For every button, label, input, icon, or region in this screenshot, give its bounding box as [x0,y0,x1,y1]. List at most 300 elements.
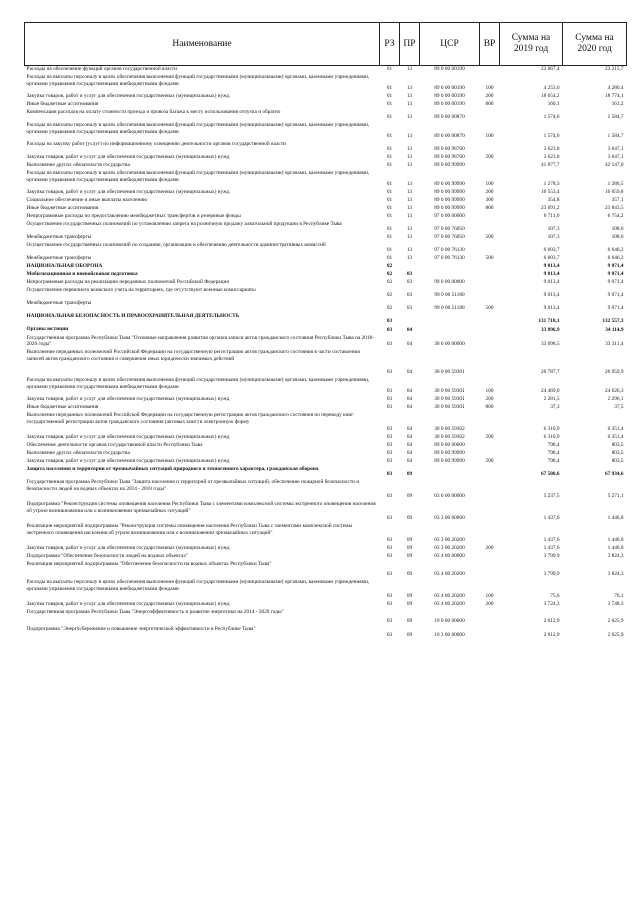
row-csr: 03 0 00 00000 [434,493,465,500]
row-sum-2019: 2 281,5 [543,396,560,403]
table-row [25,233,627,241]
table-row [25,442,627,450]
table-row [25,545,627,553]
table-row [25,601,627,609]
row-sum-2020: 803,5 [611,458,624,465]
row-rz: 03 [386,618,393,625]
row-sum-2020: 3 647,1 [607,146,624,153]
row-sum-2019: 75,6 [550,593,560,600]
row-vr: 200 [485,154,494,161]
row-vr: 200 [485,545,494,552]
row-name: Осуществление государственных полномочий по созданию, организации и обеспечению деятельности административных комиссий [26,242,326,249]
table-row [25,286,627,299]
row-vr: 200 [485,93,494,100]
header-name: Наименование [25,23,380,66]
row-csr: 30 0 00 59302 [434,434,465,441]
table-row [25,501,627,523]
row-csr: 30 0 00 59301 [434,404,465,411]
row-name: Государственная программа Республики Тыва "Защита населения и территорий от чрезвычайных ситуаций, обеспечение пожарной безопасности и безопасности людей на водных объектах на 2014 - 2018 годы" [26,479,360,492]
row-rz: 02 [386,305,393,312]
row-sum-2019: 41 877,7 [540,162,560,169]
table-row [25,212,627,220]
table-body [25,66,627,640]
row-sum-2019: 3 623,8 [543,146,560,153]
row-sum-2019: 798,4 [547,450,560,457]
row-vr [480,442,500,450]
row-vr [480,479,500,501]
row-sum-2019: 160,1 [547,101,560,108]
row-rz: 03 [386,396,393,403]
row-pr: 03 [406,305,413,312]
row-pr: 13 [406,133,413,140]
table-row [25,100,627,108]
row-sum-2019: 3 799,9 [543,571,560,578]
row-sum-2020: 18 774,1 [604,93,624,100]
row-sum-2020: 161,2 [611,101,624,108]
row-csr: 30 0 00 59301 [434,369,465,376]
row-csr: 99 0 00 00000 [434,279,465,286]
row-rz: 03 [386,493,393,500]
row-sum-2019: 798,4 [547,442,560,449]
row-vr [480,140,500,153]
row-pr: 13 [406,234,413,241]
row-pr: 04 [406,442,413,449]
row-pr: 09 [406,493,413,500]
row-rz: 01 [386,114,393,121]
row-pr: 13 [406,93,413,100]
table-row [25,396,627,404]
row-name: НАЦИОНАЛЬНАЯ ОБОРОНА [26,263,103,270]
row-rz: 01 [386,213,393,220]
row-vr: 200 [485,189,494,196]
row-pr [400,262,420,270]
table-row [25,377,627,396]
row-rz: 03 [386,553,393,560]
row-vr: 300 [485,197,494,204]
row-sum-2020: 2 296,1 [607,396,624,403]
row-name: Подпрограмма "Энергосбережение и повышение энергетической эффективности в Республике Тыва" [26,626,256,633]
row-sum-2020: 42 147,0 [604,162,624,169]
row-name: Расходы на выплаты персоналу в целях обеспечения выполнения функций государственными (муниципальными) органами, казенными учреждениями, органами управления государственными внебюджетными фондами [26,122,370,135]
row-vr [480,66,500,74]
row-csr: 97 0 00 00000 [434,213,465,220]
row-pr: 04 [406,450,413,457]
row-csr: 97 0 00 76050 [434,226,465,233]
row-rz: 01 [386,93,393,100]
row-sum-2020: 33 311,4 [605,341,624,348]
row-vr [480,325,500,334]
row-vr [480,561,500,579]
row-name: Мобилизационная и вневойсковая подготовка [26,271,138,278]
row-rz: 03 [386,341,393,348]
row-rz: 02 [386,263,393,270]
row-sum-2019: 24 469,0 [540,388,560,395]
budget-table [24,22,627,640]
row-sum-2020: 37,5 [614,404,624,411]
row-sum-2019: 1 437,6 [543,515,560,522]
row-csr [420,466,480,479]
row-name: Государственная программа Республики Тыва "Энергоэффективность и развитие энергетики на 2014 - 2020 годы" [26,609,284,616]
table-row [25,169,627,188]
row-vr [480,270,500,278]
row-sum-2019: 23 067,4 [540,66,560,73]
row-vr [480,161,500,169]
row-rz: 01 [386,205,393,212]
row-name: Подпрограмма "Обеспечение безопасности людей на водных объектах" [26,553,189,560]
row-csr: 89 0 00 00870 [434,133,465,140]
table-row [25,523,627,545]
table-row [25,270,627,278]
row-csr: 89 0 00 00190 [434,93,465,100]
row-csr: 89 0 00 99990 [434,197,465,204]
row-vr: 800 [485,101,494,108]
row-csr: 30 0 00 00000 [434,341,465,348]
row-pr: 09 [406,632,413,639]
row-rz: 01 [386,181,393,188]
row-name: Выполнение других обязательств государства [26,162,130,169]
row-rz: 01 [386,146,393,153]
row-sum-2020: 9 071,4 [607,292,624,299]
table-row [25,561,627,579]
row-rz: 01 [386,85,393,92]
row-csr: 89 0 00 00190 [434,66,465,73]
row-rz: 01 [386,133,393,140]
table-row [25,434,627,442]
row-sum-2020: 3 748,3 [607,601,624,608]
row-sum-2020: 34 114,9 [605,327,624,334]
table-row [25,458,627,466]
row-sum-2020: 1 446,8 [607,515,624,522]
row-vr: 100 [485,133,494,140]
row-vr [480,334,500,348]
table-header-row [25,23,627,66]
table-row [25,108,627,121]
row-sum-2020: 3 824,3 [607,553,624,560]
row-vr [480,349,500,377]
row-name: Непрограммные расходы на реализацию переданных полномочий Российской Федерации [26,279,230,286]
row-rz: 03 [386,404,393,411]
row-vr [480,262,500,270]
row-vr: 100 [485,388,494,395]
row-rz: 01 [386,154,393,161]
row-pr: 13 [406,226,413,233]
row-sum-2019: 1 278,3 [543,181,560,188]
row-sum-2019: 6 711,0 [543,213,560,220]
row-pr: 13 [406,154,413,161]
row-name: Закупка товаров, работ и услуг для обеспечения государственных (муниципальных) нужд [26,189,230,196]
row-sum-2019: 26 787,7 [540,369,560,376]
row-sum-2019: 18 654,2 [540,93,560,100]
table-row [25,66,627,74]
row-sum-2020: 6 646,2 [607,255,624,262]
row-csr: 89 0 00 00190 [434,101,465,108]
row-csr: 89 0 00 99990 [434,458,465,465]
row-vr [480,609,500,626]
row-name: Расходы на обеспечение функций органов государственной власти [26,66,177,73]
row-pr: 13 [406,101,413,108]
row-pr: 03 [406,292,413,299]
row-name: Непрограммные расходы по предоставлению межбюджетных трансфертов и резервные фонды [26,213,241,220]
row-pr: 13 [406,205,413,212]
row-csr: 03 4 00 20200 [434,571,465,578]
row-rz: 01 [386,189,393,196]
table-row [25,626,627,640]
table-row [25,188,627,196]
table-row [25,412,627,434]
row-rz: 03 [386,632,393,639]
row-vr [480,553,500,561]
row-csr: 03 3 00 20200 [434,545,465,552]
table-row [25,121,627,140]
row-sum-2020: 132 557,3 [602,318,624,325]
row-vr [480,241,500,254]
row-sum-2020: 1 584,7 [607,133,624,140]
row-csr: 03 3 00 20200 [434,537,465,544]
row-name: Расходы на выплаты персоналу в целях обеспечения выполнения функций государственными (муниципальными) органами, казенными учреждениями, органами управления государственными внебюджетными фондами [26,170,370,183]
table-row [25,220,627,233]
row-csr [420,270,480,278]
row-rz: 01 [386,101,393,108]
row-vr [480,286,500,299]
row-pr: 09 [406,593,413,600]
row-sum-2019: 1 437,6 [543,545,560,552]
row-csr: 89 0 00 00190 [434,85,465,92]
row-sum-2019: 6 310,9 [543,434,560,441]
row-csr: 99 0 00 51180 [434,292,465,299]
row-csr: 89 0 00 98700 [434,154,465,161]
row-name: Социальное обеспечение и иные выплаты населению [26,197,148,204]
row-csr: 89 0 00 99990 [434,205,465,212]
row-sum-2020: 2 025,9 [607,618,624,625]
row-sum-2020: 1 286,5 [607,181,624,188]
row-rz: 01 [386,162,393,169]
row-rz: 01 [386,197,393,204]
row-name: Закупка товаров, работ и услуг для обеспечения государственных (муниципальных) нужд [26,93,230,100]
header-sum-2020: Сумма на 2020 год [563,23,627,66]
row-csr: 89 0 00 99990 [434,189,465,196]
row-sum-2020: 108,0 [611,226,624,233]
row-rz: 03 [386,545,393,552]
row-sum-2019: 107,3 [547,226,560,233]
row-vr: 800 [485,205,494,212]
row-csr: 89 0 00 99990 [434,162,465,169]
row-pr: 04 [406,388,413,395]
row-name: Закупка товаров, работ и услуг для обеспечения государственных (муниципальных) нужд [26,458,230,465]
row-sum-2020: 9 071,4 [607,263,624,270]
row-vr [480,108,500,121]
row-csr: 89 0 00 00870 [434,114,465,121]
row-sum-2019: 3 623,8 [543,154,560,161]
row-pr: 04 [406,396,413,403]
row-rz: 01 [386,247,393,254]
row-pr: 04 [406,369,413,376]
row-csr [420,312,480,325]
table-row [25,140,627,153]
header-vr: ВР [480,23,500,66]
table-row [25,196,627,204]
row-pr: 04 [406,341,413,348]
row-name: Расходы на закупку работ (услуг) по информационному освещению деятельности органов государственной власти [26,141,286,148]
row-name: Иные бюджетные ассигнования [26,101,99,108]
row-pr: 04 [406,426,413,433]
row-name: Закупка товаров, работ и услуг для обеспечения государственных (муниципальных) нужд [26,545,230,552]
row-sum-2020: 67 934,6 [604,471,624,478]
row-csr: 89 0 00 00000 [434,442,465,449]
row-rz: 03 [386,434,393,441]
row-pr: 09 [406,553,413,560]
row-rz: 02 [386,271,393,278]
row-vr [480,220,500,233]
row-vr: 500 [485,234,494,241]
row-pr: 13 [406,66,413,73]
row-rz: 03 [386,442,393,449]
row-sum-2019: 6 603,7 [543,255,560,262]
row-sum-2019: 354,8 [547,197,560,204]
row-rz: 03 [386,450,393,457]
row-name: Защита населения и территории от чрезвычайных ситуаций природного и техногенного характера, гражданская оборона [26,466,319,473]
row-csr: 03 4 00 20200 [434,593,465,600]
table-row [25,204,627,212]
row-name: Закупка товаров, работ и услуг для обеспечения государственных (муниципальных) нужд [26,601,230,608]
row-pr: 09 [406,515,413,522]
row-rz: 03 [386,388,393,395]
row-vr: 200 [485,601,494,608]
row-vr: 200 [485,458,494,465]
table-row [25,92,627,100]
row-name: Межбюджетные трансферты [26,234,92,241]
row-sum-2020: 6 351,4 [607,426,624,433]
table-row [25,334,627,348]
row-sum-2019: 23 691,2 [540,205,560,212]
row-rz: 03 [386,471,393,478]
row-pr: 09 [406,618,413,625]
table-row [25,241,627,254]
table-row [25,325,627,334]
table-row [25,553,627,561]
row-rz: 03 [386,571,393,578]
row-sum-2020: 23 843,5 [604,205,624,212]
row-sum-2020: 6 351,4 [607,434,624,441]
row-sum-2019: 1 437,6 [543,537,560,544]
row-name: Расходы на выплаты персоналу в целях обеспечения выполнения функций государственными (муниципальными) органами, казенными учреждениями, органами управления государственными внебюджетными фондами [26,74,370,87]
row-sum-2019: 67 500,6 [540,471,560,478]
row-sum-2020: 2 025,9 [607,632,624,639]
row-rz: 03 [386,327,393,334]
row-rz: 01 [386,255,393,262]
row-name: Межбюджетные трансферты [26,300,92,307]
row-pr: 09 [406,601,413,608]
row-rz: 03 [386,458,393,465]
row-sum-2020: 803,5 [611,442,624,449]
row-name: Государственная программа Республики Тыва "Основные направления развития органов записи актов гражданского состояния Республики Тыва на 2018-2020 годы" [26,335,374,348]
row-name: Выполнение переданных полномочий Российской Федерации на государственную регистрацию актов гражданского состояния по переводу книг государственной регистрации актов гражданского состояния (актовых книг) в электронную форму [26,412,354,425]
row-vr [480,412,500,434]
row-name: НАЦИОНАЛЬНАЯ БЕЗОПАСНОСТЬ И ПРАВООХРАНИТЕЛЬНАЯ ДЕЯТЕЛЬНОСТЬ [26,313,240,320]
row-sum-2019: 33 098,5 [540,341,560,348]
row-sum-2019: 798,4 [547,458,560,465]
row-name: Обеспечение деятельности органов государственной власти Республики Тыва [26,442,203,449]
row-pr: 13 [406,85,413,92]
row-csr [420,262,480,270]
header-pr: ПР [400,23,420,66]
row-sum-2020: 4 280,4 [607,85,624,92]
row-name: Компенсация расходов на оплату стоимости проезда и провоза багажа к месту использования отпуска и обратно [26,109,281,116]
row-sum-2019: 3 724,3 [543,601,560,608]
table-row [25,479,627,501]
row-vr [480,466,500,479]
table-row [25,153,627,161]
row-sum-2019: 2 012,9 [543,618,560,625]
row-pr: 03 [406,271,413,278]
table-row [25,161,627,169]
row-pr: 13 [406,213,413,220]
row-name: Осуществление первичного воинского учета на территориях, где отсутствуют военные комиссариаты [26,287,256,294]
row-sum-2019: 9 013,4 [543,271,560,278]
table-row [25,262,627,270]
row-vr [480,450,500,458]
row-sum-2020: 1 446,8 [607,545,624,552]
row-name: Иные бюджетные ассигнования [26,404,99,411]
row-sum-2019: 37,3 [550,404,560,411]
row-sum-2019: 9 013,4 [543,305,560,312]
row-csr: 30 0 00 59301 [434,396,465,403]
row-csr: 30 0 00 59301 [434,388,465,395]
row-sum-2020: 3 824,3 [607,571,624,578]
row-name: Закупка товаров, работ и услуг для обеспечения государственных (муниципальных) нужд [26,434,230,441]
row-rz: 01 [386,234,393,241]
row-name: Реализация мероприятий подпрограммы "Обеспечение безопасности на водных объектах Республики Тыва" [26,561,272,568]
row-sum-2020: 5 271,1 [607,493,624,500]
row-pr: 13 [406,162,413,169]
row-csr: 30 0 00 59302 [434,426,465,433]
row-pr: 13 [406,197,413,204]
row-pr: 09 [406,545,413,552]
row-rz: 03 [386,593,393,600]
row-sum-2020: 24 626,3 [604,388,624,395]
row-vr: 100 [485,85,494,92]
row-sum-2020: 803,5 [611,450,624,457]
row-csr: 03 4 00 20200 [434,601,465,608]
table-row [25,299,627,312]
table-row [25,404,627,412]
row-sum-2020: 1 446,8 [607,537,624,544]
row-sum-2020: 1 584,7 [607,114,624,121]
row-name: Иные бюджетные ассигнования [26,205,99,212]
row-sum-2019: 6 603,7 [543,247,560,254]
row-sum-2020: 108,0 [611,234,624,241]
row-sum-2019: 3 799,9 [543,553,560,560]
row-pr: 13 [406,146,413,153]
row-rz: 03 [386,515,393,522]
row-pr: 13 [406,114,413,121]
row-sum-2019: 5 237,5 [543,493,560,500]
row-sum-2019: 1 574,6 [543,114,560,121]
row-sum-2020: 9 071,4 [607,305,624,312]
row-pr: 04 [406,458,413,465]
row-name: Расходы на выплаты персоналу в целях обеспечения выполнения функций государственными (муниципальными) органами, казенными учреждениями, органами управления государственными внебюджетными фондами [26,377,370,390]
row-csr: 99 0 00 51180 [434,305,465,312]
header-sum-2019: Сумма на 2019 год [500,23,563,66]
table-row [25,312,627,325]
row-name: Выполнение переданных полномочий Российской Федерации на государственную регистрацию актов гражданского состояния в части составления записей актов гражданского состояния и совершения иных юридически значимых действий [26,349,360,362]
row-name: Осуществление государственных полномочий по установлению запрета на розничную продажу алкогольной продукции в Республике Тыва [26,221,342,228]
row-vr [480,523,500,545]
row-sum-2020: 9 071,4 [607,279,624,286]
row-sum-2019: 9 013,4 [543,279,560,286]
row-sum-2020: 23 215,7 [604,66,624,73]
row-sum-2019: 107,3 [547,234,560,241]
row-pr: 04 [406,327,413,334]
